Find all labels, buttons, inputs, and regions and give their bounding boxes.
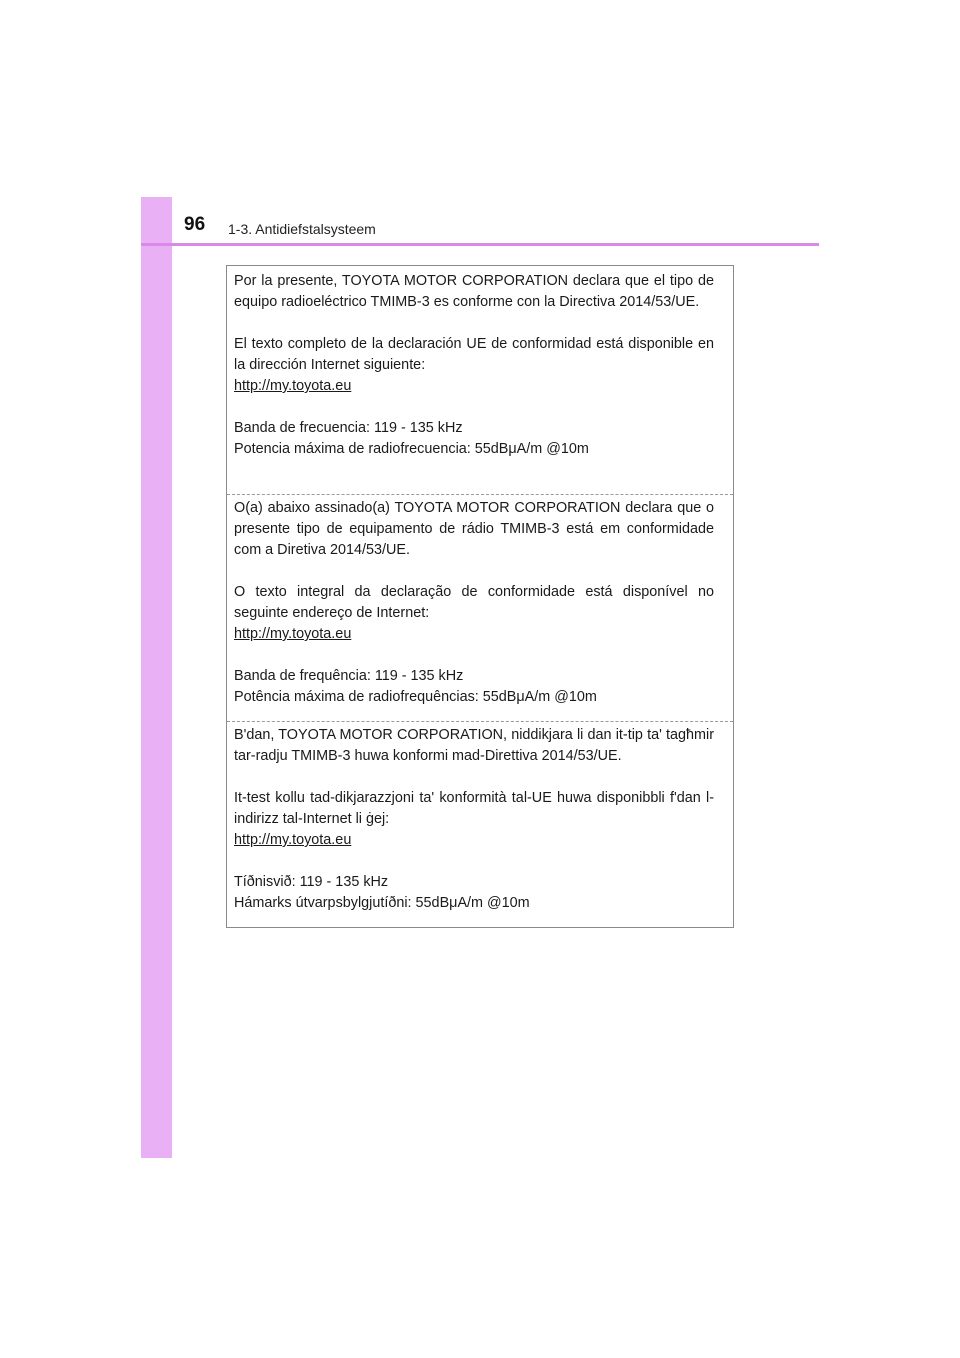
declaration-section-mt — [234, 725, 714, 914]
max-power: Potência máxima de radiofrequências: 55dBμA/m @10m — [234, 689, 597, 705]
declaration-text: O(a) abaixo assinado(a) TOYOTA MOTOR CORPORATION declara que o presente tipo de equipamento de rádio TMIMB-3 está em conformidade com a Diretiva 2014/53/UE. — [234, 500, 714, 558]
max-power: Hámarks útvarpsbylgjutíðni: 55dBμA/m @10m — [234, 895, 530, 911]
page-number: 96 — [184, 214, 206, 235]
section-divider — [227, 721, 733, 722]
declaration-box — [226, 265, 734, 928]
declaration-text: Por la presente, TOYOTA MOTOR CORPORATION declara que el tipo de equipo radioeléctrico TMIMB-3 es conforme con la Directiva 2014/53/UE. — [234, 273, 714, 310]
fulltext-notice: El texto completo de la declaración UE de conformidad está disponible en la dirección Internet siguiente: — [234, 336, 714, 373]
section-title: 1-3. Antidiefstalsysteem — [228, 221, 376, 237]
toyota-link[interactable]: http://my.toyota.eu — [234, 378, 352, 394]
frequency-band: Tíðnisvið: 119 - 135 kHz — [234, 874, 389, 890]
fulltext-notice: It-test kollu tad-dikjarazzjoni ta' konformità tal-UE huwa disponibbli f'dan l-indirizz tal-Internet li ġej: — [234, 790, 714, 827]
frequency-band: Banda de frequência: 119 - 135 kHz — [234, 668, 464, 684]
max-power: Potencia máxima de radiofrecuencia: 55dBμA/m @10m — [234, 441, 589, 457]
toyota-link[interactable]: http://my.toyota.eu — [234, 626, 352, 642]
declaration-section-es — [234, 271, 714, 460]
side-tab-marker — [141, 197, 172, 1158]
declaration-section-pt — [234, 498, 714, 708]
section-divider — [227, 494, 733, 495]
frequency-band: Banda de frecuencia: 119 - 135 kHz — [234, 420, 463, 436]
toyota-link[interactable]: http://my.toyota.eu — [234, 832, 352, 848]
declaration-text: B'dan, TOYOTA MOTOR CORPORATION, niddikjara li dan it-tip ta' tagħmir tar-radju TMIMB-3 huwa konformi mad-Direttiva 2014/53/UE. — [234, 727, 714, 764]
fulltext-notice: O texto integral da declaração de conformidade está disponível no seguinte endereço de Internet: — [234, 584, 714, 621]
header-rule — [141, 243, 819, 246]
